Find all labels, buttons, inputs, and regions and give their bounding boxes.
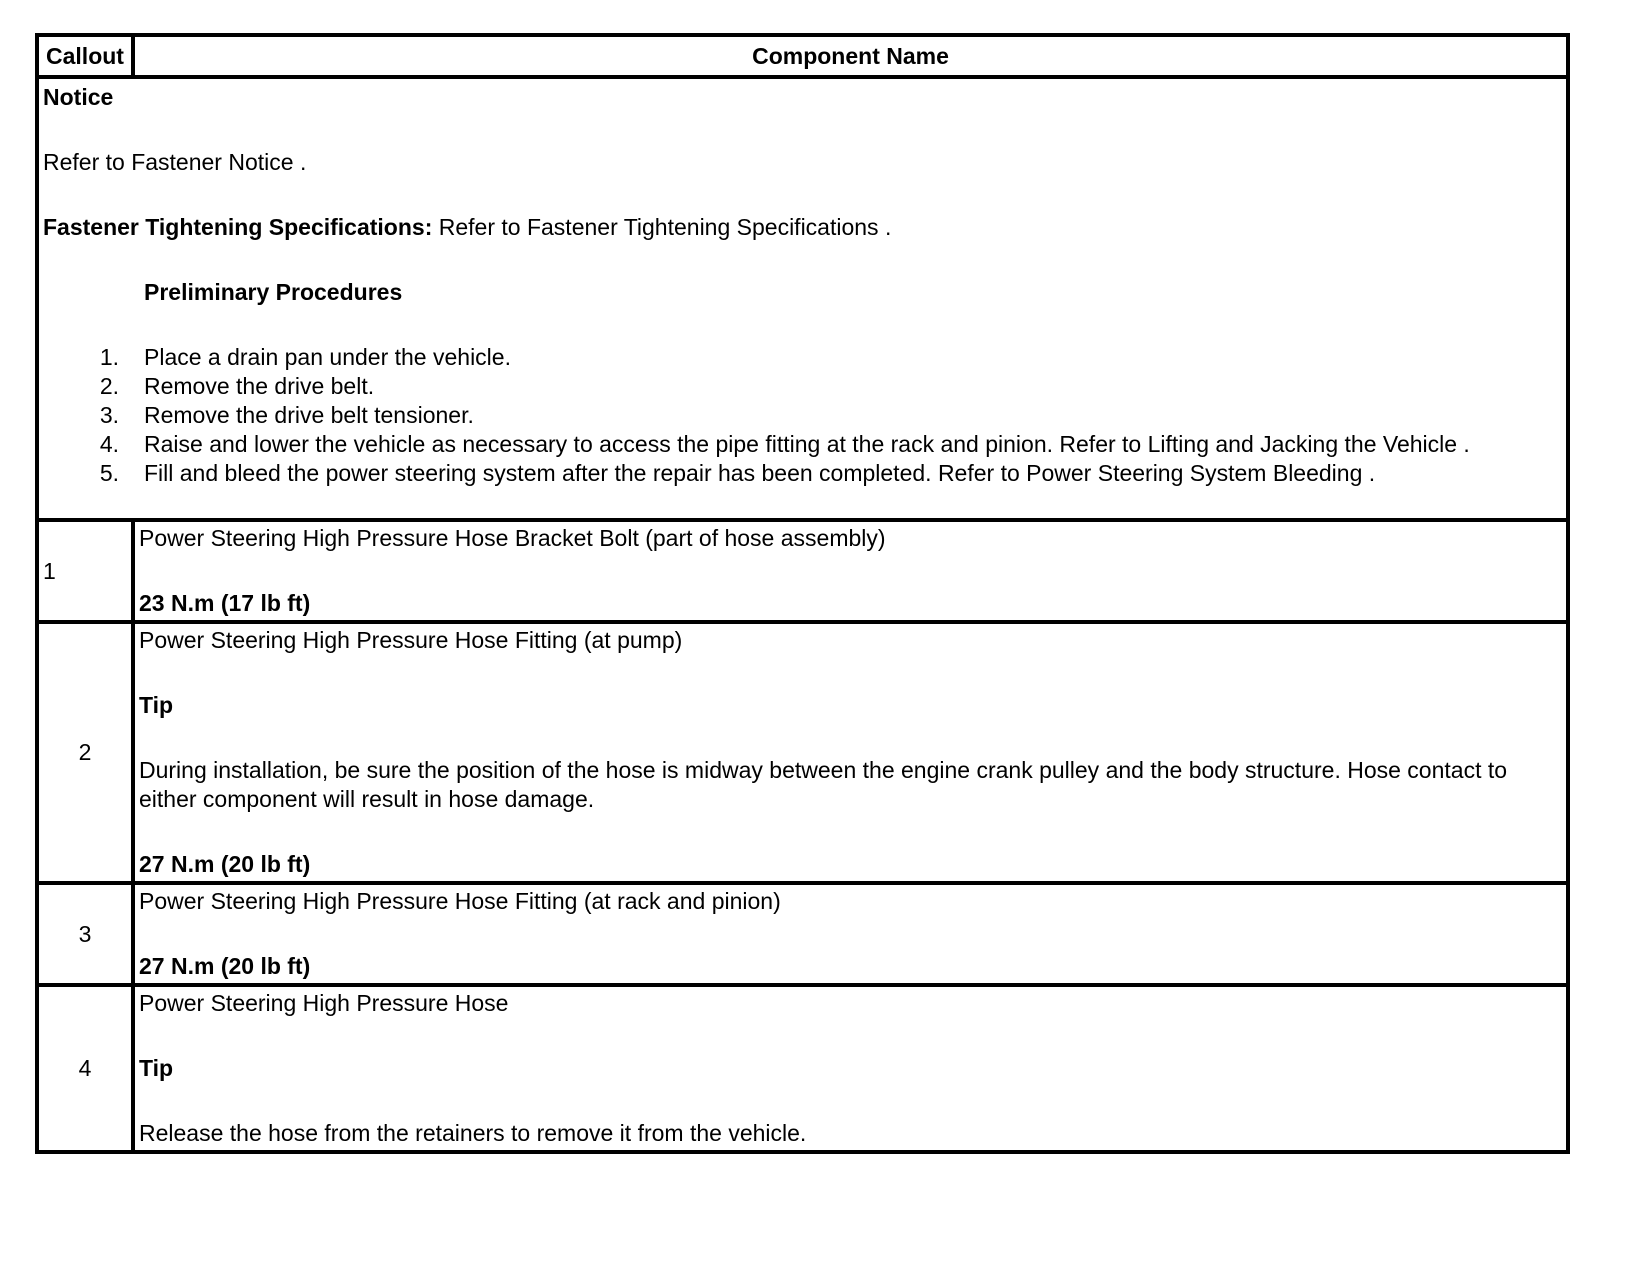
step-text: Fill and bleed the power steering system after the repair has been completed. Refer to Power Steering System Bleeding . — [144, 460, 1376, 486]
step-text: Place a drain pan under the vehicle. — [144, 344, 511, 370]
table-row — [37, 622, 1568, 883]
table-row — [37, 985, 1568, 1152]
component-cell — [133, 520, 1568, 622]
step-number: 1. — [99, 344, 119, 370]
step-number: 2. — [99, 373, 119, 399]
table-row — [37, 520, 1568, 622]
component-cell — [133, 622, 1568, 883]
list-item — [43, 459, 1562, 488]
torque-spec: 27 N.m (20 lb ft) — [139, 953, 311, 979]
component-name-column-header: Component Name — [133, 35, 1568, 77]
notice-title: Notice — [43, 84, 114, 110]
component-cell — [133, 985, 1568, 1152]
callout-number: 1 — [37, 520, 133, 622]
preliminary-steps-list — [43, 343, 1562, 488]
step-number: 5. — [99, 460, 119, 486]
list-item — [43, 372, 1562, 401]
component-name: Power Steering High Pressure Hose Fitting (at pump) — [139, 627, 683, 653]
torque-spec: 27 N.m (20 lb ft) — [139, 851, 311, 877]
table-header-row — [37, 35, 1568, 77]
component-cell — [133, 883, 1568, 985]
component-name: Power Steering High Pressure Hose Bracket Bolt (part of hose assembly) — [139, 525, 886, 551]
tightening-spec-line — [43, 213, 1562, 242]
step-text: Remove the drive belt tensioner. — [144, 402, 474, 428]
step-number: 3. — [99, 402, 119, 428]
component-table — [35, 33, 1570, 1154]
component-name: Power Steering High Pressure Hose Fitting (at rack and pinion) — [139, 888, 781, 914]
callout-column-header: Callout — [37, 35, 133, 77]
tip-text: During installation, be sure the position of the hose is midway between the engine crank pulley and the body structure. Hose contact to either component will result in hose damage. — [139, 757, 1508, 812]
tightening-spec-label: Fastener Tightening Specifications: — [43, 214, 433, 240]
callout-number: 2 — [37, 622, 133, 883]
tip-label: Tip — [139, 692, 174, 718]
callout-number: 4 — [37, 985, 133, 1152]
tip-label: Tip — [139, 1055, 174, 1081]
tip-text: Release the hose from the retainers to remove it from the vehicle. — [139, 1120, 807, 1146]
torque-spec: 23 N.m (17 lb ft) — [139, 590, 311, 616]
notice-row — [37, 77, 1568, 520]
fastener-notice-text: Refer to Fastener Notice . — [43, 149, 307, 175]
callout-number: 3 — [37, 883, 133, 985]
tightening-spec-text: Refer to Fastener Tightening Specifications . — [432, 214, 892, 240]
component-name: Power Steering High Pressure Hose — [139, 990, 509, 1016]
step-text: Raise and lower the vehicle as necessary to access the pipe fitting at the rack and pinion. Refer to Lifting and Jacking the Vehicle . — [144, 431, 1470, 457]
list-item — [43, 401, 1562, 430]
preliminary-procedures-title: Preliminary Procedures — [144, 279, 403, 305]
notice-cell — [37, 77, 1568, 520]
list-item — [43, 430, 1562, 459]
step-number: 4. — [99, 431, 119, 457]
table-row — [37, 883, 1568, 985]
list-item — [43, 343, 1562, 372]
step-text: Remove the drive belt. — [144, 373, 375, 399]
